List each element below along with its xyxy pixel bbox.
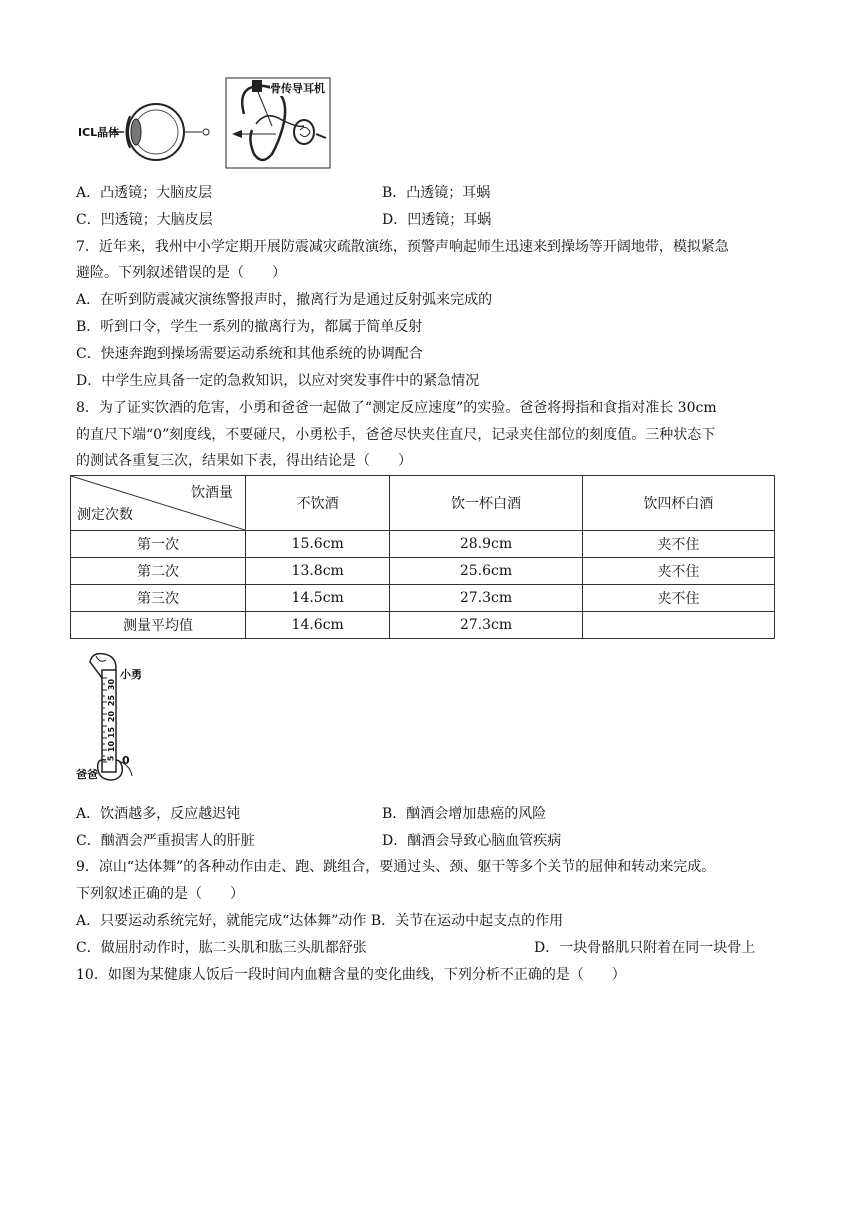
q8-stem-line1: 8．为了证实饮酒的危害，小勇和爸爸一起做了“测定反应速度”的实验。爸爸将拇指和食指对准长 30cm [76,400,717,416]
zero-label: 0 [122,754,130,767]
q7-option-c[interactable]: C．快速奔跑到操场需要运动系统和其他系统的协调配合 [76,346,423,362]
table-cell: 夹不住 [582,531,774,558]
table-corner-cell [71,476,246,531]
q7-stem-line1: 7．近年来，我州中小学定期开展防震减灾疏散演练，预警声响起师生迅速来到操场等开阔地带，模拟紧急 [76,239,729,255]
ruler-tick-label: 5 [106,755,116,762]
q7-option-d[interactable]: D．中学生应具备一定的急救知识，以应对突发事件中的紧急情况 [76,373,480,389]
q8-option-b[interactable]: B．酗酒会增加患癌的风险 [382,806,547,822]
row-label: 第二次 [71,558,246,585]
q8-option-d[interactable]: D．酗酒会导致心脑血管疾病 [382,833,562,849]
table-cell: 27.3cm [390,612,582,639]
icl-label: ICL晶体 [78,126,120,139]
son-label: 小勇 [120,668,142,681]
table-cell: 13.8cm [246,558,390,585]
table-header-row [71,476,775,531]
table-cell: 14.6cm [246,612,390,639]
q6-option-c[interactable]: C．凹透镜；大脑皮层 [76,212,213,228]
row-label: 第一次 [71,531,246,558]
corner-top-label: 饮酒量 [191,485,233,501]
q7-option-b[interactable]: B．听到口令，学生一系列的撤离行为，都属于简单反射 [76,319,423,335]
table-cell: 27.3cm [390,585,582,612]
q9-option-ab[interactable]: A．只要运动系统完好，就能完成“达体舞”动作 B．关节在运动中起支点的作用 [76,913,564,929]
ruler-tick-label: 30 [107,678,117,691]
table-cell: 15.6cm [246,531,390,558]
corner-bottom-label: 测定次数 [77,507,133,523]
earphone-label: 骨传导耳机 [270,82,325,95]
q8-option-c[interactable]: C．酗酒会严重损害人的肝脏 [76,833,255,849]
q6-option-b[interactable]: B．凸透镜；耳蜗 [382,185,491,201]
q6-option-d[interactable]: D．凹透镜；耳蜗 [382,212,492,228]
ruler-tick-label: 10 [107,740,117,753]
column-header: 饮四杯白酒 [582,476,774,531]
table-row [71,612,775,639]
q7-option-a[interactable]: A．在听到防震减灾演练警报声时，撤离行为是通过反射弧来完成的 [76,292,493,308]
table-row [71,558,775,585]
column-header: 饮一杯白酒 [390,476,582,531]
row-label: 第三次 [71,585,246,612]
q6-option-a[interactable]: A．凸透镜；大脑皮层 [76,185,213,201]
q9-option-c[interactable]: C．做屈肘动作时，肱二头肌和肱三头肌都舒张 [76,940,367,956]
table-cell: 夹不住 [582,585,774,612]
table-cell [582,612,774,639]
ruler-tick-label: 15 [107,726,117,739]
q9-option-d[interactable]: D．一块骨骼肌只附着在同一块骨上 [534,940,756,956]
row-label: 测量平均值 [71,612,246,639]
table-cell: 14.5cm [246,585,390,612]
figure-ruler [76,648,166,784]
dad-label: 爸爸 [76,768,98,781]
q8-stem-line3: 的测试各重复三次，结果如下表，得出结论是（ ） [76,453,412,469]
table-cell: 25.6cm [390,558,582,585]
q9-stem-line2: 下列叙述正确的是（ ） [76,886,244,902]
ruler-tick-label: 25 [107,694,117,707]
figure-eye-ear [76,74,332,170]
q8-option-a[interactable]: A．饮酒越多，反应越迟钝 [76,806,241,822]
table-row [71,585,775,612]
column-header: 不饮酒 [246,476,390,531]
q8-stem-line2: 的直尺下端“0”刻度线，不要碰尺，小勇松手，爸爸尽快夹住直尺，记录夹住部位的刻度值。三种状态下 [76,427,716,443]
q7-stem-line2: 避险。下列叙述错误的是（ ） [76,265,286,281]
q10-stem: 10．如图为某健康人饭后一段时间内血糖含量的变化曲线，下列分析不正确的是（ ） [76,967,626,983]
reaction-time-table [70,475,775,639]
table-cell: 夹不住 [582,558,774,585]
q9-stem-line1: 9．凉山“达体舞”的各种动作由走、跑、跳组合，要通过头、颈、躯干等多个关节的屈伸和转动来完成。 [76,859,716,875]
table-cell: 28.9cm [390,531,582,558]
ruler-tick-label: 20 [107,710,117,723]
table-row [71,531,775,558]
